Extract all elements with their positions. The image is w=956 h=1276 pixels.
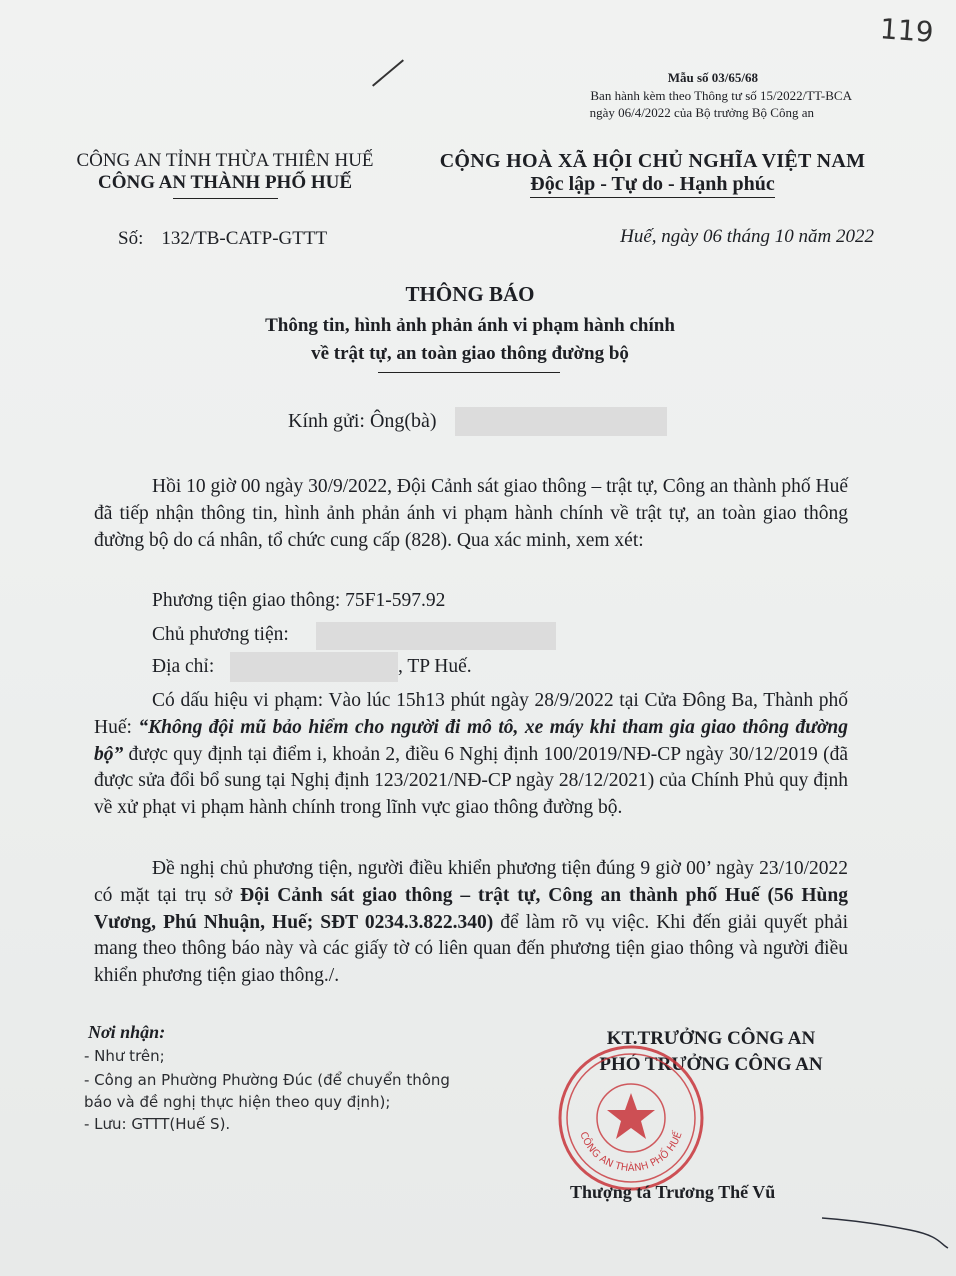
redacted-owner <box>316 622 556 650</box>
owner-label: Chủ phương tiện: <box>152 624 289 645</box>
signatory-title-1: KT.TRƯỞNG CÔNG AN <box>606 1028 816 1049</box>
request-office: Đội Cảnh sát giao thông – trật tự, Công an thành phố Huế (56 Hùng Vương, Phú Nhuận, Huế; SĐT 0234.3.822.340) <box>94 884 848 933</box>
recipient-item: báo và đề nghị thực hiện theo quy định); <box>84 1093 391 1111</box>
paragraph-intro: Hồi 10 giờ 00 ngày 30/9/2022, Đội Cảnh sát giao thông – trật tự, Công an thành phố Huế đã tiếp nhận thông tin, hình ảnh phản ánh vi phạm hành chính về trật tự, an toàn giao thông đường bộ do cá nhân, tổ chức cung cấp (828). Qua xác minh, xem xét: <box>94 476 848 551</box>
document-number-value: 132/TB-CATP-GTTT <box>161 228 328 249</box>
agency-name: CÔNG AN THÀNH PHỐ HUẾ <box>97 172 353 193</box>
document-subtitle-2: về trật tự, an toàn giao thông đường bộ <box>311 343 629 364</box>
form-issued-line2: ngày 06/4/2022 của Bộ trưởng Bộ Công an <box>589 105 814 120</box>
form-issued-line1: Ban hành kèm theo Thông tư số 15/2022/TT-BCA <box>590 88 852 103</box>
recipient-item: - Như trên; <box>84 1047 165 1065</box>
pen-stroke <box>372 59 404 86</box>
form-code: Mẫu số 03/65/68 <box>667 70 758 85</box>
national-motto <box>430 150 875 198</box>
document-number <box>118 228 327 250</box>
document-number-label: Số: <box>118 228 144 249</box>
addressee: Kính gửi: Ông(bà) <box>288 410 437 432</box>
violation-description: “Không đội mũ bảo hiểm cho người đi mô tô, xe máy khi tham gia giao thông đường bộ” <box>94 716 849 765</box>
motto: Độc lập - Tự do - Hạnh phúc <box>530 173 774 198</box>
redacted-addressee <box>455 407 667 436</box>
country-name: CỘNG HOÀ XÃ HỘI CHỦ NGHĨA VIỆT NAM <box>439 150 866 172</box>
issuing-agency <box>60 150 390 199</box>
agency-underline <box>173 198 278 199</box>
recipients-heading: Nơi nhận: <box>88 1022 166 1042</box>
paragraph-request <box>94 856 848 990</box>
request-time: Đề nghị chủ phương tiện, người điều khiển phương tiện đúng 9 giờ 00’ ngày 23/10/2022 có mặt tại trụ sở <box>94 858 848 906</box>
document-subtitle-1: Thông tin, hình ảnh phản ánh vi phạm hành chính <box>265 315 675 336</box>
recipient-item: - Lưu: GTTT(Huế S). <box>84 1115 231 1133</box>
official-seal <box>556 1043 706 1193</box>
signer-name: Thượng tá Trương Thế Vũ <box>570 1182 776 1202</box>
document-title: THÔNG BÁO <box>405 282 535 306</box>
paragraph-violation <box>94 688 848 822</box>
vehicle-plate: Phương tiện giao thông: 75F1-597.92 <box>152 590 446 611</box>
address-city: , TP Huế. <box>398 656 472 677</box>
violation-legal-basis: được quy định tại điểm i, khoản 2, điều 6 Nghị định 100/2019/NĐ-CP ngày 30/12/2019 (đã được sửa đổi bổ sung tại Nghị định 123/2021/NĐ-CP ngày 28/12/2021) của Chính Phủ quy định về xử phạt vi phạm hành chính trong lĩnh vực giao thông đường bộ. <box>94 743 848 819</box>
seal-text: CÔNG AN THÀNH PHỐ HUẾ <box>577 1130 685 1175</box>
subtitle-underline <box>378 372 560 373</box>
signatory-title-2: PHÓ TRƯỞNG CÔNG AN <box>599 1054 823 1075</box>
redacted-address <box>230 652 398 682</box>
request-instructions: để làm rõ vụ việc. Khi đến giải quyết phải mang theo thông báo này và các giấy tờ có liên quan đến phương tiện giao thông và người điều khiển phương tiện giao thông./. <box>94 911 848 987</box>
address-label: Địa chỉ: <box>152 656 215 677</box>
violation-context: Có dấu hiệu vi phạm: Vào lúc 15h13 phút ngày 28/9/2022 tại Cửa Đông Ba, Thành phố Huế: <box>94 690 848 738</box>
document-date: Huế, ngày 06 tháng 10 năm 2022 <box>620 226 874 247</box>
page-number: 119 <box>878 12 935 49</box>
signature-stroke <box>820 1210 950 1250</box>
recipient-item: - Công an Phường Phường Đúc (để chuyển thông <box>84 1071 450 1089</box>
agency-parent: CÔNG AN TỈNH THỪA THIÊN HUẾ <box>76 150 374 171</box>
